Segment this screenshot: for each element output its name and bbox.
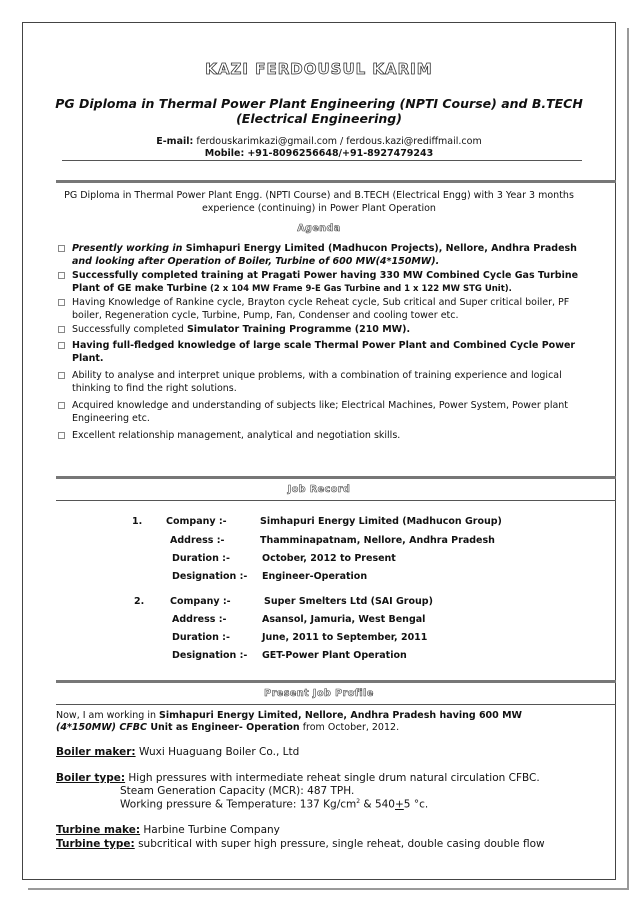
job-record-bar-top <box>56 476 616 479</box>
turbine-make-value: Harbine Turbine Company <box>140 824 280 836</box>
job-1-company: Simhapuri Energy Limited (Madhucon Group) <box>260 516 502 527</box>
job-1-company-label: Company :- <box>166 516 227 527</box>
job-1-designation: Engineer-Operation <box>262 571 368 582</box>
boiler-maker-value: Wuxi Huaguang Boiler Co., Ltd <box>135 746 300 758</box>
checkbox-icon <box>58 245 65 252</box>
turbine-type-value: subcritical with super high pressure, single reheat, double casing double flow <box>134 838 545 850</box>
mobile-value: +91-8096256648/+91-8927479243 <box>247 148 434 159</box>
job-2-duration-label: Duration :- <box>172 632 230 643</box>
bullet-item: Successfully completed Simulator Training Programme (210 MW). <box>56 324 596 337</box>
working-pressure-line: Working pressure & Temperature: 137 $Kg/cm^2$ & 540+5 °c. <box>120 798 429 811</box>
boiler-type-line <box>56 772 616 784</box>
present-profile-divider <box>56 704 616 705</box>
checkbox-icon <box>58 272 65 279</box>
checkbox-icon <box>58 402 65 409</box>
job-record-divider <box>56 500 616 501</box>
turbine-make-label: Turbine make: <box>56 824 141 836</box>
present-profile-bar-top <box>56 680 616 683</box>
checkbox-icon <box>58 326 65 333</box>
bullet-item: Acquired knowledge and understanding of subjects like; Electrical Machines, Power System, Power plant Engineering etc. <box>56 400 596 425</box>
turbine-type-line <box>56 838 616 850</box>
job-2-duration: June, 2011 to September, 2011 <box>262 632 428 643</box>
job-2-designation: GET-Power Plant Operation <box>262 650 407 661</box>
bullet-item: Having Knowledge of Rankine cycle, Brayton cycle Reheat cycle, Sub critical and Super critical boiler, PF boiler, Regeneration cycle, Turbine, Pump, Fan, Condenser and cooling tower etc. <box>56 297 596 322</box>
turbine-type-label: Turbine type: <box>56 838 135 850</box>
bullet-item: Presently working in Simhapuri Energy Limited (Madhucon Projects), Nellore, Andhra Pradesh and looking after Operation of Boiler, Turbine of 600 MW(4*150MW). <box>56 243 596 268</box>
job-1-address: Thamminapatnam, Nellore, Andhra Pradesh <box>260 535 495 546</box>
job-1-address-label: Address :- <box>170 535 225 546</box>
checkbox-icon <box>58 372 65 379</box>
page-shadow-bottom <box>28 888 629 890</box>
bullet-item: Excellent relationship management, analytical and negotiation skills. <box>56 430 596 443</box>
job-2-company-label: Company :- <box>170 596 231 607</box>
job-2-designation-label: Designation :- <box>172 650 248 661</box>
candidate-name: KAZI FERDOUSUL KARIM <box>205 60 433 78</box>
job-1-duration: October, 2012 to Present <box>262 553 396 564</box>
job-2-address: Asansol, Jamuria, West Bengal <box>262 614 426 625</box>
boiler-maker-label: Boiler maker: <box>56 746 136 758</box>
boiler-type-label: Boiler type: <box>56 772 126 784</box>
bullet-item: Successfully completed training at Pragati Power having 330 MW Combined Cycle Gas Turbine Plant of GE make Turbine (2 x 104 MW Frame 9-E Gas Turbine and 1 x 122 MW STG Unit). <box>56 270 596 295</box>
checkbox-icon <box>58 342 65 349</box>
page-shadow-right <box>627 28 629 888</box>
job-1-number: 1. <box>132 516 143 527</box>
present-profile-text: Now, I am working in Simhapuri Energy Limited, Nellore, Andhra Pradesh having 600 MW (4*150MW) CFBC Unit as Engineer- Operation from October, 2012. <box>56 710 523 733</box>
job-record-heading: Job Record <box>287 484 351 495</box>
turbine-make-line <box>56 824 616 836</box>
checkbox-icon <box>58 432 65 439</box>
mobile-label: Mobile: <box>204 148 245 159</box>
summary-top-bar <box>56 180 616 183</box>
profile-summary: PG Diploma in Thermal Power Plant Engg. (NPTI Course) and B.TECH (Electrical Engg) with 3 Year 3 months experience (continuing) in Power Plant Operation <box>64 190 574 214</box>
email-line <box>40 136 598 147</box>
boiler-maker-line <box>56 746 616 758</box>
job-2-company: Super Smelters Ltd (SAI Group) <box>264 596 433 607</box>
boiler-type-value: High pressures with intermediate reheat single drum natural circulation CFBC. <box>125 772 540 784</box>
agenda-heading: Agenda <box>297 223 341 234</box>
email-label: E-mail: <box>156 136 194 147</box>
bullet-item: Ability to analyse and interpret unique problems, with a combination of training experience and logical thinking to find the right solutions. <box>56 370 596 395</box>
degree-line-1: PG Diploma in Thermal Power Plant Engineering (NPTI Course) and B.TECH <box>55 96 583 111</box>
job-1-duration-label: Duration :- <box>172 553 230 564</box>
steam-capacity-line: Steam Generation Capacity (MCR): 487 TPH. <box>120 785 355 797</box>
bullet-item: Having full-fledged knowledge of large scale Thermal Power Plant and Combined Cycle Power Plant. <box>56 340 596 365</box>
degree-line-2: (Electrical Engineering) <box>236 111 402 126</box>
job-2-address-label: Address :- <box>172 614 227 625</box>
present-profile-heading: Present Job Profile <box>264 688 374 699</box>
job-1-designation-label: Designation :- <box>172 571 248 582</box>
job-2-number: 2. <box>134 596 145 607</box>
email-value: ferdouskarimkazi@gmail.com / ferdous.kazi@rediffmail.com <box>196 136 482 147</box>
header-divider <box>62 160 582 161</box>
checkbox-icon <box>58 299 65 306</box>
mobile-line <box>40 148 598 159</box>
